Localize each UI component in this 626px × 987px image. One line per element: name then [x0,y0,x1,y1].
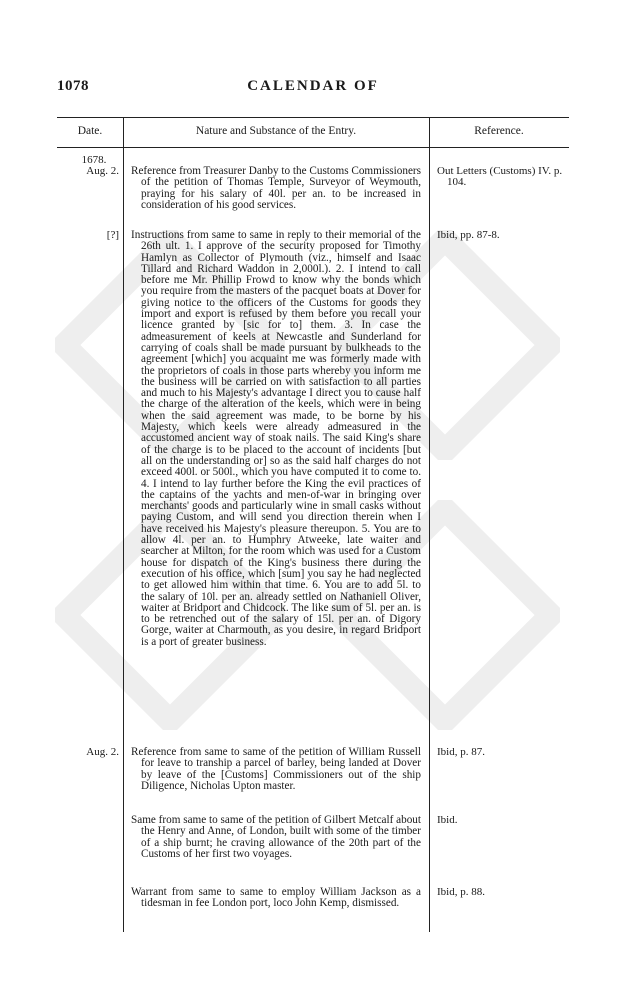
column-header-nature: Nature and Substance of the Entry. [195,125,357,137]
entry-reference: Ibid, pp. 87-8. [437,229,500,241]
entry-text: Warrant from same to same to employ William Jackson as a tidesman in fee London port, loco John Kemp, dismissed. [131,886,421,910]
column-divider [123,117,124,932]
date-cell [57,155,119,178]
entry-text: Same from same to same of the petition of Gilbert Metcalf about the Henry and Anne, of London, built with some of the timber of a ship burnt; he craving allowance of the 20th part of the Customs of her first two voyages. [131,814,421,860]
column-divider [429,117,430,932]
date-cell [57,747,119,758]
entry-date: Aug. 2. [86,165,119,178]
entry-year: 1678. [81,154,107,166]
page-number: 1078 [57,78,89,94]
column-header-reference: Reference. [474,125,524,137]
entry-reference: Ibid, p. 87. [437,746,485,758]
entry-date: Aug. 2. [86,746,119,758]
entry-reference: Ibid, p. 88. [437,886,485,898]
entry-date: [?] [106,229,119,241]
entry-text: Reference from same to same of the petition of William Russell for leave to tranship a parcel of barley, being landed at Dover by leave of the [Customs] Commissioners out of the ship Diligence, Nicholas Upton master. [131,746,421,792]
header-rule [57,147,569,148]
calendar-table [57,117,569,932]
entry-text: Instructions from same to same in reply to their memorial of the 26th ult. 1. I approve of the security proposed for Timothy Hamlyn as Collector of Plymouth (viz., himself and Isaac Tillard and Richard Waddon in 2,000l.). 2. I intend to call before me Mr. Phillip Frowd to know why the bonds which you require from the masters of the pacquet boats at Dover for giving notice to the officers of the Customs for goods they import and export is refused by them before you recall your licence granted by [sic for to] them. 3. In case the admeasurement of keels at Newcastle and Sunderland for carrying of coals shall be made pursuant by bulkheads to the agreement [which] you acquaint me was formerly made with the proprietors of coals in those parts whereby you inform me the business will be carried on with satisfaction to all parties and much to his Majesty's advantage I direct you to cause half the charge of the alteration of the keels, which were in being when the said agreement was made, to be borne by his Majesty, which keels were already admeasured in the accustomed ancient way of stoak nails. The said King's share of the charge is to be placed to the account of incidents [but all on the understanding or] so as the said half charges do not exceed 400l. or 500l., which you have computed it to come to. 4. I intend to lay further before the King the evil practices of the captains of the yachts and men-of-war in bringing over merchants' goods and particularly wine in small casks without paying Custom, and will send you direction therein when I have received his Majesty's pleasure thereupon. 5. You are to allow 4l. per an. to Humphry Atweeke, late waiter and searcher at Milton, for the room which was used for a Custom house for dispatch of the King's business there during the execution of his office, which [sum] you say he had neglected to get allowed him within that time. 6. You are to add 5l. to the salary of 10l. per an. already settled on Nathaniell Oliver, waiter at Bridport and Chidcock. The like sum of 5l. per an. is to be retrenched out of the salary of 15l. per an. of Digory Gorge, waiter at Charmouth, as you desire, in regard Bridport is a port of greater business. [131,229,421,648]
running-title: CALENDAR OF [247,78,379,94]
date-cell [57,230,119,241]
page-header [57,78,569,100]
column-header-date: Date. [77,125,103,137]
entry-reference: Out Letters (Customs) IV. p. 104. [437,165,563,189]
entry-text: Reference from Treasurer Danby to the Customs Commissioners of the petition of Thomas Temple, Surveyor of Weymouth, praying for his salary of 40l. per an. to be increased in consideration of his good services. [131,165,421,211]
table-top-rule [57,117,569,118]
entry-reference: Ibid. [437,814,458,826]
